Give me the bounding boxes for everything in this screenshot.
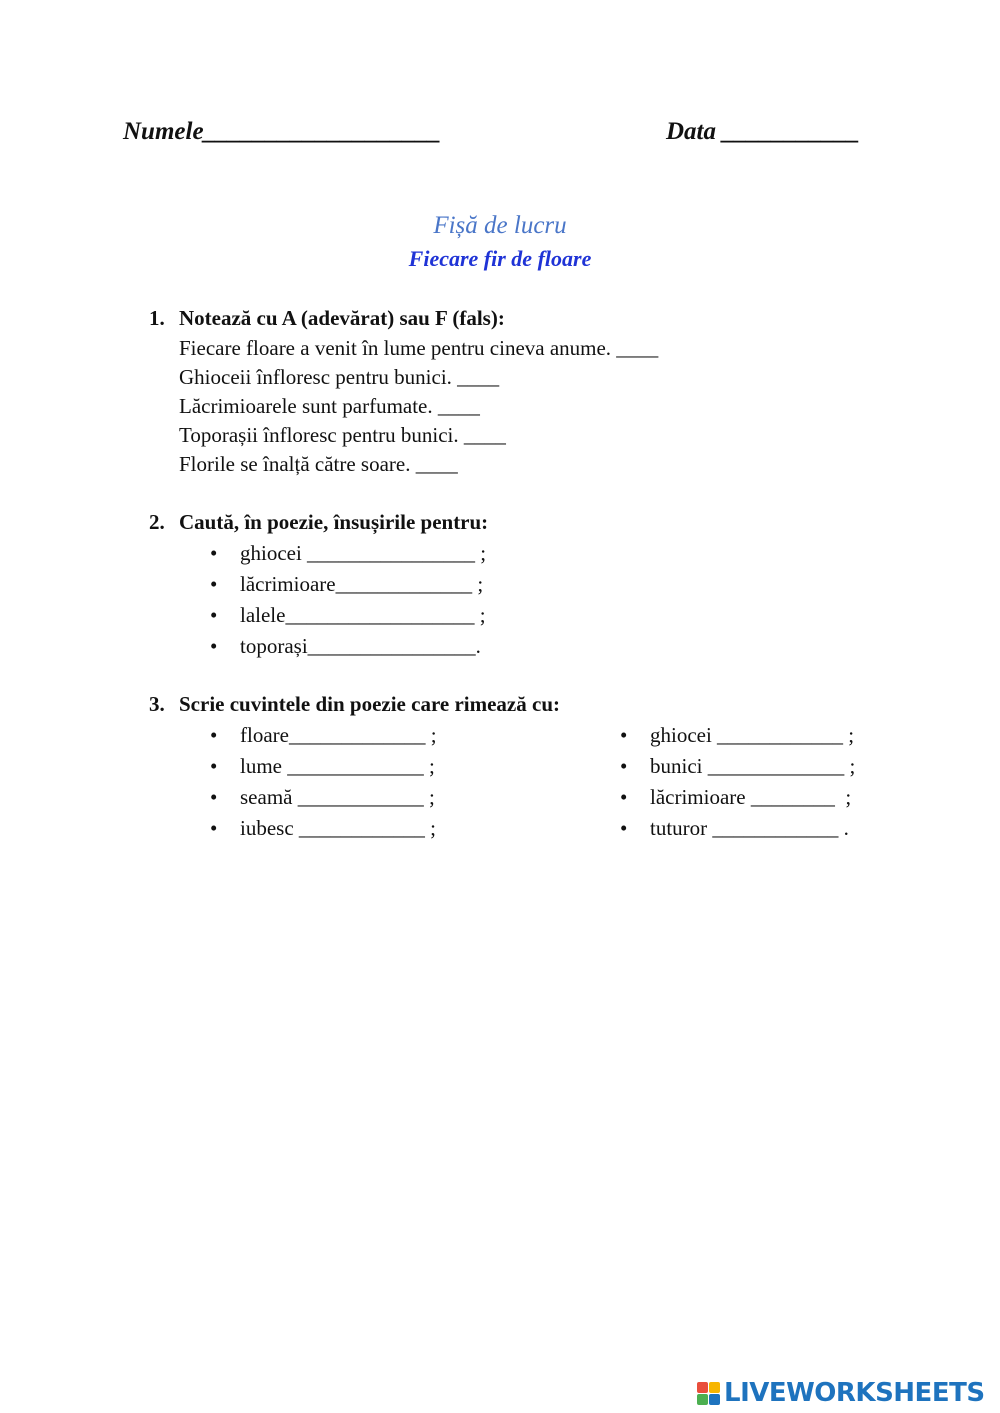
- date-field-label: Data ___________: [666, 118, 860, 145]
- worksheet-subtitle: Fiecare fir de floare: [408, 246, 592, 271]
- q1-statement: Toporașii înfloresc pentru bunici. ____: [179, 423, 506, 447]
- name-field-label: Numele___________________: [123, 118, 442, 145]
- bullet-icon: •: [620, 785, 628, 809]
- bullet-icon: •: [210, 634, 218, 658]
- question-1-number: 1.: [149, 306, 165, 330]
- question-1-prompt: 1. Notează cu A (adevărat) sau F (fals):: [149, 306, 505, 330]
- bullet-icon: •: [210, 816, 218, 840]
- logo-square: [709, 1382, 720, 1393]
- bullet-icon: •: [210, 754, 218, 778]
- q1-statement: Ghioceii înfloresc pentru bunici. ____: [179, 365, 500, 389]
- bullet-icon: •: [620, 754, 628, 778]
- logo-square: [697, 1382, 708, 1393]
- worksheet-title: Fișă de lucru: [433, 212, 567, 239]
- q1-statement: Florile se înalță către soare. ____: [179, 452, 458, 476]
- bullet-icon: •: [210, 572, 218, 596]
- logo-text: LIVEWORKSHEETS: [724, 1378, 985, 1408]
- q1-statement: Lăcrimioarele sunt parfumate. ____: [179, 394, 480, 418]
- bullet-icon: •: [210, 723, 218, 747]
- q1-statement: Fiecare floare a venit în lume pentru cineva anume. ____: [179, 336, 659, 360]
- bullet-icon: •: [210, 785, 218, 809]
- bullet-icon: •: [620, 723, 628, 747]
- bullet-icon: •: [210, 603, 218, 627]
- bullet-icon: •: [620, 816, 628, 840]
- question-2-number: 2.: [149, 510, 165, 534]
- logo-square: [697, 1394, 708, 1405]
- logo-square: [709, 1394, 720, 1405]
- logo-icon: [697, 1382, 720, 1405]
- question-2-prompt: 2. Caută, în poezie, însușirile pentru:: [149, 510, 489, 534]
- question-3-number: 3.: [149, 692, 165, 716]
- question-3-prompt: 3. Scrie cuvintele din poezie care rimează cu:: [149, 692, 560, 716]
- liveworksheets-logo: [697, 1375, 985, 1411]
- bullet-icon: •: [210, 541, 218, 565]
